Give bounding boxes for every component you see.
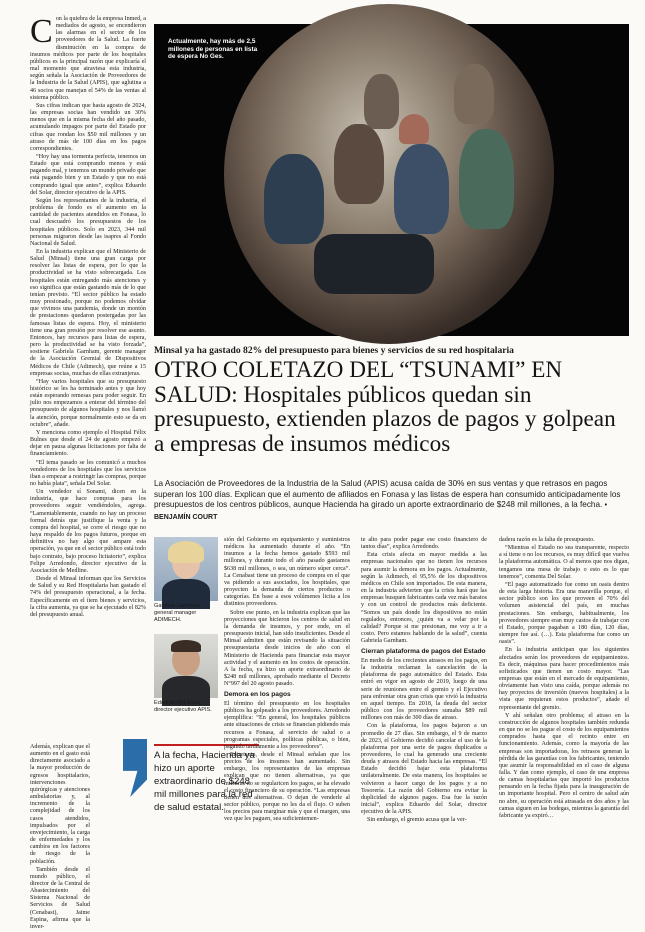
paragraph: En la industria explican que el Ministerio de Salud (Minsal) tiene una gran carga por resolver las listas de espera, por lo que la productividad se ha visto sobrecargada. Los hospitales están entregando más atenciones y eso significa que están gastando más de lo que tenían previsto. “El sector público ha estado muy presionado, porque no podemos olvidar que vivimos una pandemia, donde un montón de prestaciones quedaron postergadas por las famosas listas de espera. Hoy, el ministerio tiene una gran presión por resolver ese asunto. Entonces, hay recursos para listas de espera, pero la productividad se ha visto forzada”, sostiene Gabriela Garnham, gerente manager de la Asociación Gremial de Dispositivos Médicos de Chile (Adimech), que reúne a 15 empresas socias, muchas de ellas extranjeras.: [30, 249, 146, 377]
paragraph: Un vendedor sí Sonami, dicen en la industria, que hace compras para los proveedores seguir vendiéndoles, agrega. “Lamentablemente, cuando no hay un proceso formal detrás que justifique la venta y la compra del hospital, se corre el riesgo que no haya respaldo de los pagos futuros, porque en definitiva no hay algo que ampare esta operación, ya que en el sector público está todo bajo contrato, bajo proceso licitatorio”, explica Felipe Arredondo, director ejecutivo de la Asociación de Medline.: [30, 489, 146, 574]
paragraph: Desde el Minsal informan que los Servicios de Salud y su Red Hospitalaria han gastado el 74% del presupuesto operacional, a la fecha. Específicamente en el ítem bienes y servicios, la cifra aumenta, ya que se ha ejecutado el 82% del presupuesto anual.: [30, 576, 146, 618]
portrait-hair: [168, 541, 204, 563]
paragraph: “Hoy hay una tormenta perfecta, tenemos un Estado que está comprando menos y está pagando mal, y tenemos un mundo privado que está pagando bien y un Estado y que no está comprando igual que antes”, explica Eduardo del Solar, director ejecutivo de la APIS.: [30, 153, 146, 196]
portrait-hair: [171, 640, 201, 652]
photo-figure: [364, 74, 399, 129]
portrait-caption: [154, 700, 220, 714]
photo-figure: [399, 114, 429, 144]
pull-quote: A la fecha, Hacienda ya hizo un aporte extraordinario de $248 mil millones para la red de salud estatal.: [154, 744, 259, 814]
paragraph: Y ahí señalan otro problema; el atraso en la construcción de algunos hospitales también redunda en que no se les pague el costo de los equipamientos comprados hasta que el recinto entre en funcionamiento. Además, como la mayoría de las empresas son importadoras, los retrasos generan la pérdida de las garantías con los fabricantes, teniendo que asumir la responsabilidad en el caso de alguna falla. Y dan como ejemplo, el caso de una empresa de camas hospitalarias que importó los productos pensando en la fecha fijada para la inauguración de un importante hospital. Pero el centro de salud aún no abre, su operación está atrasada en dos años y las camas siguen en las bodegas, mientras la garantía del fabricante ya expiró…: [499, 712, 629, 819]
photo-figure: [454, 64, 494, 124]
paragraph: Esta crisis afecta en mayor medida a las empresas nacionales que no tienen los recursos para asumir la demora en los pagos. Actualmente, según la Adimech, el 95,5% de los dispositivos médicos en Chile son importados. De esta manera, en la industria advierten que la crisis hará que las empresas busquen fabricantes cada vez más baratos y con un control de productos más deficiente. “Somos un país donde los dispositivos no están regulados, entonces, ¿quién va a velar por la calidad? Porque si me presionan, me voy a ir a costo. Pero estamos hablando de la salud”, cuenta Gabriela Garnham.: [361, 552, 487, 645]
article-column-1: [30, 13, 146, 620]
photo-vignette: [224, 4, 554, 344]
caption-name: Eduardo Del Solar,: [154, 700, 201, 706]
photo-caption: Actualmente, hay más de 2,5 millones de personas en lista de espera No Ges.: [168, 38, 258, 61]
photo-figure: [459, 129, 514, 229]
paragraph: También desde el mundo público, el director de la Central de Abastecimiento del Sistema Nacional de Servicios de Salud (Cenabast), Jaime Espina, afirma que la inver-: [30, 866, 90, 930]
article-column-4: [361, 537, 487, 826]
quote-mark-icon: [95, 739, 147, 797]
portrait-eduardo-del-solar: [154, 634, 218, 698]
paragraph: Sin embargo, el gremio acusa que la ver-: [367, 817, 467, 824]
caption-role: general manager ADIMECH.: [154, 609, 197, 623]
paragraph: on la quiebra de la empresa Inmed, a mediados de agosto, se encendieron las alarmas en el sector de los proveedores de la Salud. La fuerte disminución en la compra de insumos médicos por parte de los hospitales públicos es la principal razón que explicaría el mal momento que atraviesa esta industria, según señala la Asociación de Proveedores de la Industria de la Salud (APIS), que aglutina a 46 socios que manejan el 54% de las ventas al sistema público.: [30, 16, 146, 101]
paragraph: “Mientras el Estado no sea transparente, respecto a sí tiene o no los recursos, es muy difícil que vuelva la plataforma automática. O al menos que nos digan, tengamos una mesa de trabajo o esto es lo que tenemos”, comenta Del Solar.: [499, 545, 629, 580]
paragraph: sión del Gobierno en equipamiento y suministros médicos ha aumentado durante el año. “En insumos a la fecha hemos gastado $593 mil millones, y durante todo el año pasado gastamos $638 mil millones, o sea, un número súper cerca”. La Cenabast tiene un proceso de compra en el que va pidiendo a sus asociados, los hospitales, que proyecten la demanda de ciertos productos o categorías. En base a esos volúmenes licita a los distintos proveedores.: [224, 537, 350, 608]
article-column-5: [499, 537, 629, 821]
photo-figure: [394, 144, 449, 234]
paragraph: “El pago automatizado fue como un oasis dentro de esta larga historia. Era una maravilla porque, el sector público son los que proveen el 70% del volumen asistencial del país, en muchas prestaciones. Sin embargo, habitualmente, los proveedores siempre eran muy castos de trabajar con el Estado, porque pagaban a 180 días, 120 días, siempre fue así. (…). Esta plataforma fue como un oasis”.: [499, 581, 629, 646]
paragraph: Con la plataforma, los pagos bajaron a un promedio de 27 días. Sin embargo, el 9 de marzo de 2023, el Gobierno decidió cancelar el uso de la plataforma por una serie de pagos duplicados a proveedores, lo cual ha generado una creciente deuda y atrasos del Estado hacia las empresas. “El Estado decidió bajar esta plataforma unilateralmente. De esta manera, los hospitales se volvieron a hacer cargo de los pagos y a no Tesorería. La razón del Gobierno era evitar la duplicidad de algunos pagos. Esa fue la razón inicial”, explica Eduardo del Solar, director ejecutivo de la APIS.: [361, 723, 487, 816]
subhead: Demora en los pagos: [224, 691, 291, 699]
portrait-caption: [154, 603, 220, 623]
paragraph: Sobre ese punto, en la industria explican que las proyecciones que hicieron los centros de salud en la demanda de insumos, y por ende, en el presupuesto inicial, han sido insuficientes. Desde el Minsal admiten que están revisando la situación presupuestaria desde inicios de año con el Ministerio de Hacienda para financiar esta mayor actividad y el aumento en los costos de operación. A la fecha, ya hizo un aporte extraordinario de $248 mil millones, aprobado mediante el Decreto N°997 del 20 agosto pasado.: [224, 609, 350, 688]
lede-text: La Asociación de Proveedores de la Industria de la Salud (APIS) acusa caída de 30% en sus ventas y que retrasos en pagos superan los 100 días. Explican que el aumento de afiliados en Fonasa y las listas de espera han consumido anticipadamente los presupuestos de los centros públicos, aunque Hacienda ha girado un aporte extraordinario de $248 mil millones, a la fecha.: [154, 479, 621, 510]
byline: • BENJAMÍN COURT: [154, 502, 608, 521]
paragraph: dadera razón es la falta de presupuesto.: [499, 537, 595, 543]
drop-cap: C: [30, 13, 53, 50]
paragraph: Entretanto, desde el Minsal señalan que los precios de los insumos han aumentado. Sin embargo, los representantes de las empresas explican que no tienen alternativas, ya que mientras no se regularicen los pagos, se ha elevado el costo financiero de su operación. “Las empresas tienen dos alternativas. O dejan de venderle al sector público, porque no les da el flujo. O suben los precios para marginar más y que el margen, una vez que les paguen, sea suficientemen-: [224, 751, 350, 823]
photo-figure: [334, 124, 384, 204]
article-column-3: [224, 537, 350, 825]
paragraph: Sus cifras indican que hasta agosto de 2024, las empresas socias han vendido un 30% menos que en la misma fecha del año pasado, acumulando impagos por parte del Estado por cifras que rondan los $50 mil millones y un atraso de más de 100 días en los pagos correspondientes.: [30, 102, 146, 152]
kicker: Minsal ya ha gastado 82% del presupuesto para bienes y servicios de su red hospitalaria: [154, 345, 514, 356]
caption-role: director ejecutivo APIS.: [154, 706, 212, 713]
waiting-room-photo: [154, 24, 629, 336]
subhead: Cierran plataforma de pagos del Estado: [361, 648, 486, 656]
article-column-1-continued: [30, 744, 90, 932]
paragraph: En la industria anticipan que los siguientes afectados serán los proveedores de equipamientos. Es decir, máquinas para hacer procedimientos más sofisticados que tienen un costo mayor. “Las empresas que están en el mercado de equipamiento, obviamente han visto una caída, porque además no hay proyectos de inversión (nuevos hospitales) a la vista que requieran estos productos”, añade el representante del gremio.: [499, 647, 629, 711]
caption-name: Gabriela Garnham,: [154, 603, 202, 609]
portrait-gabriela-garnham: [154, 537, 218, 601]
paragraph: Y menciona como ejemplo el Hospital Félix Bulnes que desde el 24 de agosto empezó a dejar en pausa algunas licitaciones por falta de financiamiento.: [30, 429, 146, 458]
paragraph: Además, explican que el aumento en el gasto está directamente asociado a la mayor producción de egresos hospitalarios, intervenciones quirúrgicas y atenciones ambulatorias y, al incremento de la complejidad de los casos atendidos, impulsados por el envejecimiento, la carga de enfermedades y los cambios en los factores de riesgo de la población.: [30, 744, 90, 865]
paragraph: “Hay varios hospitales que su presupuesto histórico se les ha terminado antes y que hoy están esperando remesas para poder seguir. En julio nos empezamos a enterar del término del presupuesto de algunos hospitales y nos llamó la atención, porque normalmente esto se da en octubre”, añade.: [30, 378, 146, 428]
wheelchair-shape: [314, 234, 434, 294]
paragraph: “El tema pasado se les comunicó a muchos vendedores de los hospitales que los servicios iban a empezar a restringir las compras, porque no había plata”, señala Del Solar.: [30, 459, 146, 487]
photo-figure: [264, 154, 324, 244]
headline: OTRO COLETAZO DEL “TSUNAMI” EN SALUD: Hospitales públicos quedan sin presupuesto, extienden plazos de pagos y golpean a empresas de insumos médicos: [154, 357, 616, 457]
paragraph: El término del presupuesto en los hospitales públicos ha golpeado a los proveedores. Arredondo ejemplifica: “En general, los hospitales públicos ante situaciones de crisis se financian pidiendo más recursos a Fonasa, al servicio de salud o a programas especiales, políticas públicas, o bien, pagando tardíamente a los proveedores”.: [224, 700, 350, 750]
paragraph: En medio de los crecientes atrasos en los pagos, en la industria reclaman la cancelación de la plataforma de pago automático del Estado. Esta entró en vigor en agosto de 2019, luego de una serie de reuniones entre el gremio y el Ejecutivo para enfrentar otra gran crisis que vivió la industria en aquel tiempo. En 2018, la deuda del sector público con los proveedores sumaba $89 mil millones con más de 300 días de atraso.: [361, 657, 487, 722]
paragraph: te alto para poder pagar ese costo financiero de tantos días”, explica Arredondo.: [361, 537, 487, 551]
lede: [154, 479, 629, 523]
paragraph: Según los representantes de la industria, el problema de fondo es el aumento en la cantidad de pacientes atendidos en Fonasa, lo cual descuadró los presupuestos de los hospitales públicos. Solo en 2023, 344 mil personas migraron desde las isapres al Fondo Nacional de Salud.: [30, 197, 146, 247]
